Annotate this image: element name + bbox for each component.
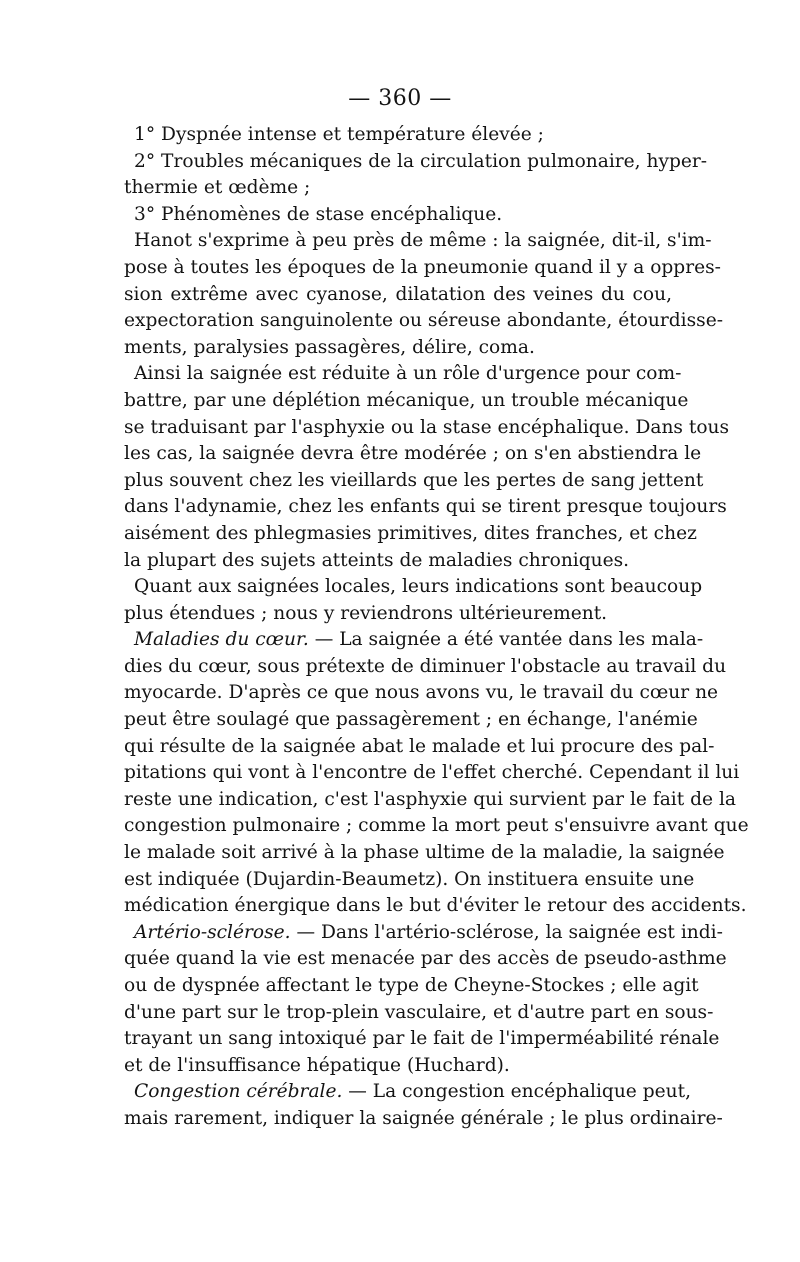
text-line bbox=[124, 1106, 723, 1133]
line-text: le malade soit arrivé à la phase ultime de la maladie, la saignée bbox=[124, 842, 725, 864]
line-text: 2° Troubles mécaniques de la circulation pulmonaire, hyper- bbox=[134, 150, 708, 172]
line-text: est indiquée (Dujardin-Beaumetz). On instituera ensuite une bbox=[124, 868, 695, 890]
line-text: se traduisant par l'asphyxie ou la stase encéphalique. Dans tous bbox=[124, 416, 730, 438]
list-item-2 bbox=[124, 149, 708, 176]
text-line bbox=[124, 521, 697, 548]
line-text: plus souvent chez les vieillards que les pertes de sang jettent bbox=[124, 469, 704, 491]
line-text: ments, paralysies passagères, délire, coma. bbox=[124, 336, 535, 358]
text-line bbox=[124, 494, 727, 521]
paragraph-congestion-cerebrale bbox=[124, 1079, 691, 1106]
paragraph-arterio-sclerose bbox=[124, 920, 723, 947]
section-heading: Congestion cérébrale. bbox=[134, 1081, 343, 1103]
line-text: expectoration sanguinolente ou séreuse abondante, étourdisse- bbox=[124, 310, 723, 332]
text-line bbox=[124, 1053, 672, 1080]
text-line bbox=[124, 680, 719, 707]
line-text: peut être soulagé que passagèrement ; en échange, l'anémie bbox=[124, 709, 698, 731]
text-line bbox=[124, 867, 695, 894]
line-text: Quant aux saignées locales, leurs indications sont beaucoup bbox=[134, 576, 703, 598]
text-line bbox=[124, 734, 715, 761]
paragraph-hanot bbox=[124, 228, 712, 255]
line-text: myocarde. D'après ce que nous avons vu, le travail du cœur ne bbox=[124, 682, 719, 704]
line-text: — Dans l'artério-sclérose, la saignée est indi- bbox=[290, 921, 723, 943]
text-line bbox=[124, 813, 749, 840]
paragraph-maladies-du-coeur bbox=[124, 627, 704, 654]
paragraph-ainsi bbox=[124, 361, 682, 388]
text-line bbox=[124, 255, 721, 282]
text-line bbox=[124, 175, 672, 202]
line-text: pose à toutes les époques de la pneumonie quand il y a oppres- bbox=[124, 256, 721, 278]
line-text: d'une part sur le trop-plein vasculaire, et d'autre part en sous- bbox=[124, 1001, 714, 1023]
line-text: 3° Phénomènes de stase encéphalique. bbox=[134, 203, 503, 225]
text-line bbox=[124, 468, 704, 495]
list-item-1 bbox=[124, 122, 672, 149]
section-heading: Maladies du cœur. bbox=[134, 629, 309, 651]
line-text: — La saignée a été vantée dans les mala- bbox=[308, 629, 704, 651]
text-line bbox=[124, 654, 727, 681]
text-line bbox=[124, 388, 689, 415]
line-text: médication énergique dans le but d'éviter le retour des accidents. bbox=[124, 895, 747, 917]
text-line bbox=[124, 415, 730, 442]
line-text: plus étendues ; nous y reviendrons ultérieurement. bbox=[124, 602, 608, 624]
line-text: dans l'adynamie, chez les enfants qui se tirent presque toujours bbox=[124, 496, 727, 518]
line-text: trayant un sang intoxiqué par le fait de l'imperméabilité rénale bbox=[124, 1028, 720, 1050]
text-line bbox=[124, 441, 702, 468]
line-text: ou de dyspnée affectant le type de Cheyne-Stockes ; elle agit bbox=[124, 975, 699, 996]
page-number: — 360 — bbox=[348, 86, 452, 111]
text-line bbox=[124, 893, 747, 920]
body-text bbox=[124, 122, 749, 1133]
line-text: congestion pulmonaire ; comme la mort peut s'ensuivre avant que bbox=[124, 815, 749, 837]
line-text: Hanot s'exprime à peu près de même : la saignée, dit-il, s'im- bbox=[134, 230, 712, 252]
line-text: mais rarement, indiquer la saignée générale ; le plus ordinaire- bbox=[124, 1107, 723, 1129]
line-text: dies du cœur, sous prétexte de diminuer l'obstacle au travail du bbox=[124, 655, 727, 677]
line-text: thermie et œdème ; bbox=[124, 177, 311, 199]
text-line bbox=[124, 840, 725, 867]
text-line bbox=[124, 548, 672, 575]
text-line bbox=[124, 946, 727, 973]
line-text: les cas, la saignée devra être modérée ; on s'en abstiendra le bbox=[124, 443, 702, 465]
line-text: aisément des phlegmasies primitives, dites franches, et chez bbox=[124, 522, 697, 544]
section-heading: Artério-sclérose. bbox=[134, 921, 291, 943]
line-text: et de l'insuffisance hépatique (Huchard). bbox=[124, 1054, 510, 1076]
list-item-3 bbox=[124, 202, 672, 229]
line-text: battre, par une déplétion mécanique, un trouble mécanique bbox=[124, 389, 689, 411]
line-text: pitations qui vont à l'encontre de l'effet cherché. Cependant il lui bbox=[124, 762, 740, 784]
text-line bbox=[124, 1026, 720, 1053]
paragraph-saignees-locales bbox=[124, 574, 703, 601]
line-text: — La congestion encéphalique peut, bbox=[342, 1081, 691, 1103]
text-line bbox=[124, 787, 736, 814]
line-text: la plupart des sujets atteints de maladies chroniques. bbox=[124, 549, 630, 571]
line-text: reste une indication, c'est l'asphyxie qui survient par le fait de la bbox=[124, 788, 736, 810]
line-text: 1° Dyspnée intense et température élevée ; bbox=[134, 124, 544, 145]
text-line bbox=[124, 1000, 714, 1027]
text-line bbox=[124, 601, 672, 628]
text-line bbox=[124, 760, 740, 787]
text-line bbox=[124, 707, 698, 734]
line-text: quée quand la vie est menacée par des accès de pseudo-asthme bbox=[124, 948, 727, 970]
text-line bbox=[124, 308, 723, 335]
line-text: Ainsi la saignée est réduite à un rôle d'urgence pour com- bbox=[134, 363, 682, 385]
line-text: sion extrême avec cyanose, dilatation des veines du cou, bbox=[124, 283, 672, 305]
text-line bbox=[124, 973, 699, 1000]
line-text: qui résulte de la saignée abat le malade et lui procure des pal- bbox=[124, 735, 715, 757]
text-line bbox=[124, 282, 672, 309]
text-line bbox=[124, 335, 672, 362]
